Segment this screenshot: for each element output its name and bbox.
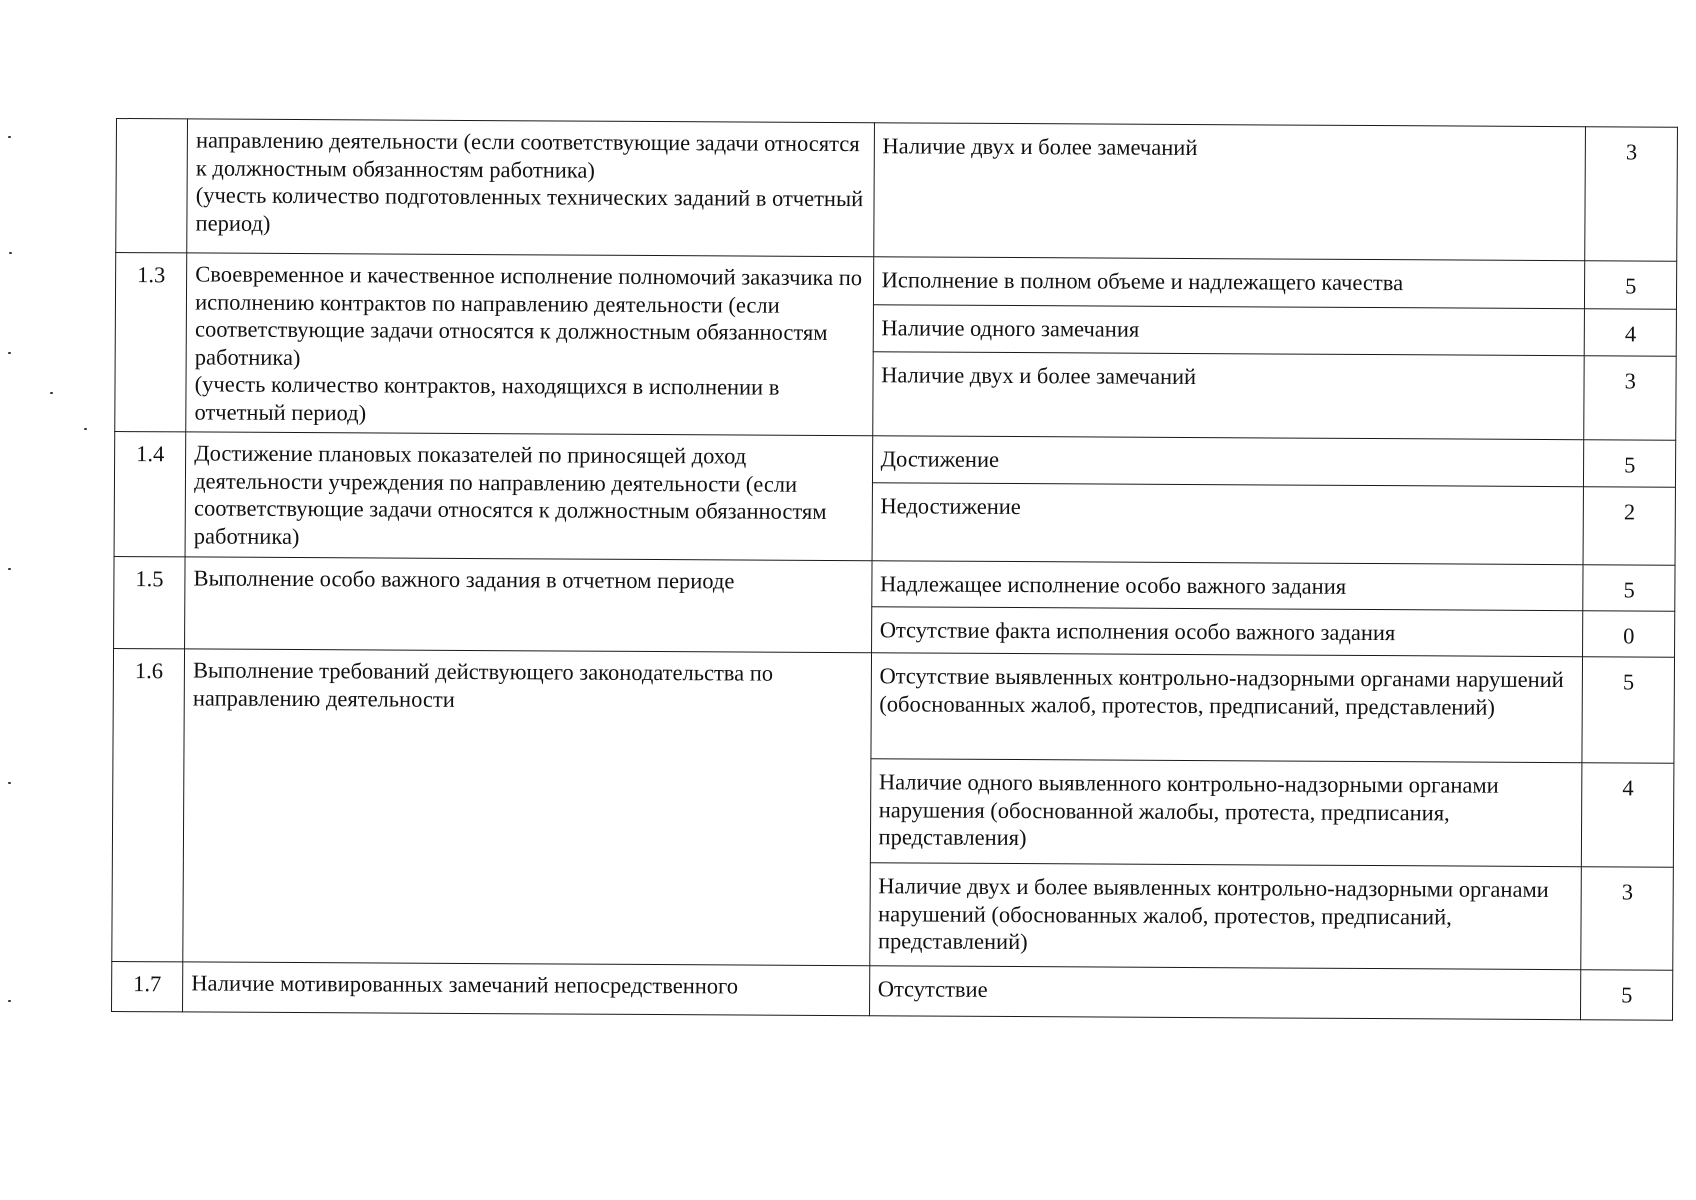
criterion-condition: Отсутствие факта исполнения особо важного задания [871,607,1583,657]
criterion-condition: Достижение [872,436,1584,487]
table-row [114,556,1675,611]
criterion-points: 2 [1583,487,1675,566]
criterion-number [116,119,188,253]
criterion-description: направлению деятельности (если соответствующие задачи относятся к должностным обязанностям работника) (учесть количество подготовленных технических заданий в отчетный период) [187,119,874,257]
criterion-description: Выполнение особо важного задания в отчетном периоде [185,557,872,653]
criteria-table [111,118,1678,1021]
criterion-number: 1.7 [112,961,183,1011]
criterion-points: 5 [1585,261,1677,310]
criterion-condition: Отсутствие выявленных контрольно-надзорными органами нарушений (обоснованных жалоб, протестов, предписаний, представлений) [871,653,1583,763]
table-row [115,253,1676,310]
criterion-points: 3 [1584,356,1676,440]
table-row [114,431,1675,487]
criterion-condition: Наличие одного замечания [873,305,1585,356]
criterion-number: 1.5 [114,556,186,648]
scan-speck [50,392,53,394]
criterion-description: Достижение плановых показателей по приносящей доход деятельности учреждения по направлению деятельности (если соответствующие задачи относятся к должностным обязанностям работника) [185,432,872,561]
scan-speck [84,428,87,430]
table-row [116,119,1678,262]
criterion-condition: Наличие двух и более замечаний [872,352,1584,440]
scan-speck [8,568,11,570]
criterion-condition: Наличие двух и более замечаний [873,123,1586,261]
criterion-points: 0 [1583,611,1675,658]
criterion-points: 3 [1585,127,1677,262]
criterion-condition: Отсутствие [869,966,1581,1020]
criterion-number: 1.6 [112,648,185,961]
criterion-points: 5 [1583,565,1675,612]
criterion-points: 4 [1582,763,1674,868]
criterion-points: 5 [1582,657,1674,764]
criteria-table-body [112,119,1678,1021]
criterion-condition: Надлежащее исполнение особо важного задания [871,561,1583,611]
criterion-description: Своевременное и качественное исполнение полномочий заказчика по исполнению контрактов по направлению деятельности (если соответствующие задачи относятся к должностным обязанностям работника) (учесть количество контрактов, находящихся в исполнении в отчетный период) [186,253,873,436]
criterion-condition: Наличие одного выявленного контрольно-надзорными органами нарушения (обоснованной жалобы, протеста, предписания, представления) [870,759,1582,867]
criterion-points: 5 [1581,970,1673,1021]
criterion-number: 1.4 [114,431,186,556]
criterion-condition: Наличие двух и более выявленных контрольно-надзорными органами нарушений (обоснованных жалоб, протестов, предписаний, представлений) [869,863,1581,970]
criterion-number: 1.3 [115,253,187,432]
scan-speck [8,782,11,784]
criterion-description: Наличие мотивированных замечаний непосредственного [183,962,870,1016]
table-row [113,648,1675,763]
criterion-description: Выполнение требований действующего законодательства по направлению деятельности [183,649,871,966]
table-row [112,961,1673,1020]
scan-speck [9,252,12,254]
criterion-condition: Исполнение в полном объеме и надлежащего качества [873,257,1585,309]
criterion-condition: Недостижение [872,483,1584,565]
criterion-points: 4 [1585,309,1677,357]
scan-speck [8,352,11,354]
criterion-points: 5 [1584,440,1676,488]
criterion-points: 3 [1581,867,1673,971]
scan-speck [8,1000,11,1002]
scan-speck [8,136,11,138]
